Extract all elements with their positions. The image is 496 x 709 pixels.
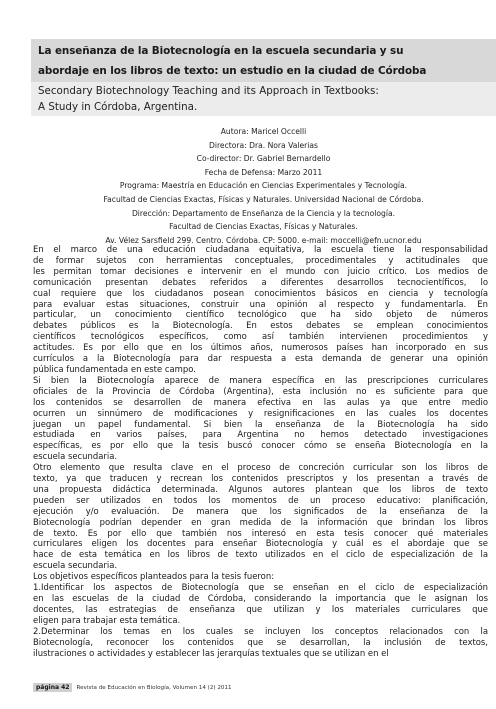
body-text-line: ilustraciones o actividades y establecer las jerarquías textuales que se utilizan en el <box>33 647 389 658</box>
meta-line: Av. Vélez Sarsfield 299. Centro. Córdoba. CP: 5000. e-mail: moccelli@efn.ucnor.edu <box>105 235 422 245</box>
body-text-line: ejecución y/o evaluación. De manera que los significados de la enseñanza de la <box>33 505 488 516</box>
english-title-line: A Study in Córdoba, Argentina. <box>38 101 198 113</box>
body-text-line: docentes, las estrategias de enseñanza que utilizan y los materiales curriculares que <box>33 603 488 614</box>
body-text-line: juegan un papel fundamental. Si bien la enseñanza de la Biotecnología ha sido <box>33 418 488 429</box>
body-text-line: los contenidos se desarrollen de manera efectiva en las aulas ya que entre medio <box>33 396 488 407</box>
body-text-line: 1.Identificar los aspectos de Biotecnología que se enseñan en el ciclo de especialización <box>33 582 488 593</box>
body-text-line: currículos a la Biotecnología para dar respuesta a esta demanda de generar una opinión <box>33 353 488 364</box>
article-title-line: abordaje en los libros de texto: un estudio en la ciudad de Córdoba <box>38 65 427 77</box>
body-text-line: comunicación presentan debates referidos a diferentes desarrollos tecnocientíficos, lo <box>33 276 488 287</box>
body-text-line: Los objetivos específicos planteados para la tesis fueron: <box>33 571 275 582</box>
body-text-line: particular, un conocimiento científico tecnológico que ha sido objeto de números <box>33 309 488 320</box>
body-text-line: Biotecnología, reconocer los contenidos que se desarrollan, la inclusión de textos, <box>33 636 488 647</box>
journal-citation: Revista de Educación en Biología, Volumen 14 (2) 2011 <box>76 685 232 691</box>
meta-line: Dirección: Departamento de Enseñanza de la Ciencia y la tecnología. <box>131 208 396 218</box>
body-text-line: de texto. Es por ello que también nos interesó en esta tesis conocer qué materiales <box>33 527 488 538</box>
body-text-line: oficiales de la Provincia de Córdoba (Argentina), esta inclusión no es suficiente para que <box>33 385 488 396</box>
english-title-line: Secondary Biotechnology Teaching and its Approach in Textbooks: <box>38 85 379 97</box>
meta-line: Autora: Maricel Occelli <box>220 127 307 136</box>
body-text-line: en las escuelas de la ciudad de Córdoba, considerando la importancia que le asignan los <box>33 593 488 603</box>
body-text-line: eligen para trabajar esta temática. <box>33 614 181 625</box>
body-text-line: de formar sujetos con herramientas conceptuales, procedimentales y actitudinales que <box>33 254 488 265</box>
body-text-line: En el marco de una educación ciudadana equitativa, la escuela tiene la responsabilidad <box>33 244 488 254</box>
body-text-line: Biotecnología podrían depender en gran medida de la información que brindan los libros <box>33 516 488 527</box>
meta-line: Facultad de Ciencias Exactas, Físicas y Naturales. Universidad Nacional de Córdoba. <box>103 194 424 204</box>
body-text-line: para evaluar estas situaciones, construir una opinión al respecto y fundamentarla. En <box>33 298 488 309</box>
body-text-line: hace de esta temática en los libros de texto utilizados en el ciclo de especialización de la <box>33 549 488 560</box>
body-text-line: texto, ya que traducen y recrean los contenidos prescriptos y los presentan a través de <box>33 473 488 484</box>
body-text-line: 2.Determinar los temas en los cuales se incluyen los conceptos relacionados con la <box>33 625 488 636</box>
page-footer <box>33 683 232 692</box>
meta-line: Facultad de Ciencias Exactas, Físicas y Naturales. <box>169 222 358 232</box>
body-text-line: curriculares eligen los docentes para enseñar Biotecnología y cuál es el abordaje que se <box>33 538 488 549</box>
body-text-line: cual requiere que los ciudadanos posean conocimientos básicos en ciencia y tecnología <box>33 287 488 298</box>
body-text-line: Otro elemento que resulta clave en el proceso de concreción curricular son los libros de <box>33 462 488 473</box>
author-metadata <box>31 125 496 247</box>
body-text-line: estudiada en varios países, para Argentina no hemos detectado investigaciones <box>33 429 488 440</box>
body-text-line: pueden ser utilizados en todos los momentos de un proceso educativo: planificación, <box>33 494 488 505</box>
meta-line: Fecha de Defensa: Marzo 2011 <box>204 167 323 177</box>
subtitle-band <box>31 82 496 116</box>
title-band <box>31 39 496 82</box>
page-number: página 42 <box>33 683 72 692</box>
meta-line: Co-director: Dr. Gabriel Bernardello <box>196 154 331 164</box>
body-text-line: ocurren un sinnúmero de modificaciones y resignificaciones en las cuales los docentes <box>33 407 488 418</box>
body-text-line: científicos tecnológicos específicos, como así también intervienen procedimientos y <box>33 331 488 342</box>
body-text-line: escuela secundaria. <box>33 560 118 571</box>
abstract-body <box>33 244 488 658</box>
body-text-line: Si bien la Biotecnología aparece de manera específica en las prescripciones curriculares <box>33 374 488 385</box>
body-text-line: actitudes. Es por ello que en los últimos años, numerosos países han incorporado en sus <box>33 342 488 353</box>
meta-line: Directora: Dra. Nora Valerias <box>209 140 318 150</box>
body-text-line: debates públicos es la Biotecnología. En estos debates se emplean conocimientos <box>33 320 488 331</box>
body-text-line: escuela secundaria. <box>33 451 118 462</box>
body-text-line: una propuesta didáctica determinada. Algunos autores plantean que los libros de texto <box>33 483 488 494</box>
body-text-line: pública fundamentada en este campo. <box>33 363 196 374</box>
article-title-line: La enseñanza de la Biotecnología en la escuela secundaria y su <box>38 45 404 57</box>
body-text-line: les permitan tomar decisiones e intervenir en el mundo con juicio crítico. Los medios de <box>33 265 488 276</box>
body-text-line: específicas, es por ello que la tesis buscó conocer cómo se enseña Biotecnología en la <box>33 440 488 451</box>
meta-line: Programa: Maestría en Educación en Ciencias Experimentales y Tecnología. <box>119 181 408 191</box>
